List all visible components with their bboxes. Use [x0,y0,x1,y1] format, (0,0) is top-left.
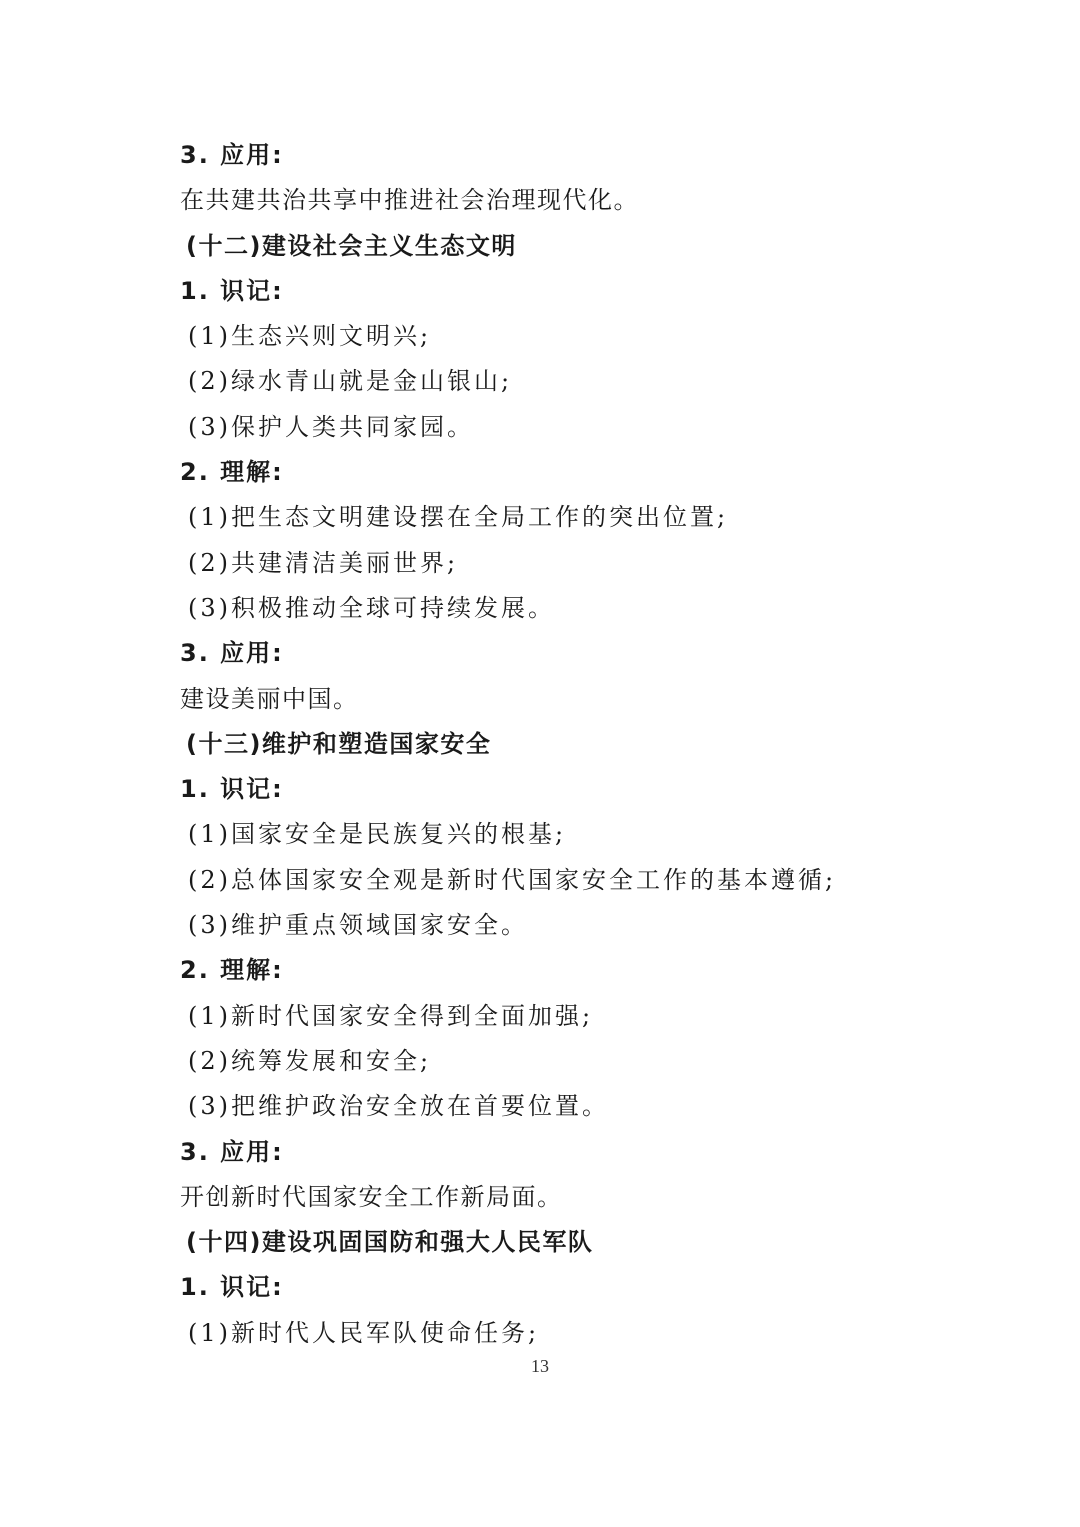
list-item: (2)共建清洁美丽世界; [188,548,459,577]
list-item: (1)国家安全是民族复兴的根基; [188,820,567,849]
subsection-label: 1. 识记: [180,276,284,305]
subsection-label: 1. 识记: [180,775,284,804]
list-item: (3)维护重点领域国家安全。 [188,911,528,940]
subsection-label: 3. 应用: [180,1137,284,1166]
subsection-label: 2. 理解: [180,458,284,487]
list-item: (1)生态兴则文明兴; [188,322,432,351]
page-number: 13 [531,1356,549,1376]
list-item: (2)总体国家安全观是新时代国家安全工作的基本遵循; [188,865,837,894]
list-item: (1)新时代国家安全得到全面加强; [188,1001,594,1030]
section-heading: (十三)维护和塑造国家安全 [186,729,492,758]
list-item: (3)把维护政治安全放在首要位置。 [188,1092,609,1121]
subsection-label: 2. 理解: [180,956,284,985]
list-item: (3)保护人类共同家园。 [188,412,474,441]
subsection-label: 3. 应用: [180,639,284,668]
list-item: (1)新时代人民军队使命任务; [188,1318,540,1347]
list-item: (2)绿水青山就是金山银山; [188,367,513,396]
page-content [180,133,1000,1356]
list-item: (3)积极推动全球可持续发展。 [188,593,555,622]
section-heading: (十四)建设巩固国防和强大人民军队 [186,1228,594,1257]
body-text: 建设美丽中国。 [180,684,359,713]
body-text: 开创新时代国家安全工作新局面。 [180,1182,563,1211]
list-item: (2)统筹发展和安全; [188,1046,432,1075]
subsection-label: 3. 应用: [180,141,284,169]
list-item: (1)把生态文明建设摆在全局工作的突出位置; [188,503,729,532]
subsection-label: 1. 识记: [180,1273,284,1302]
body-text: 在共建共治共享中推进社会治理现代化。 [180,186,639,215]
section-heading: (十二)建设社会主义生态文明 [186,231,517,260]
